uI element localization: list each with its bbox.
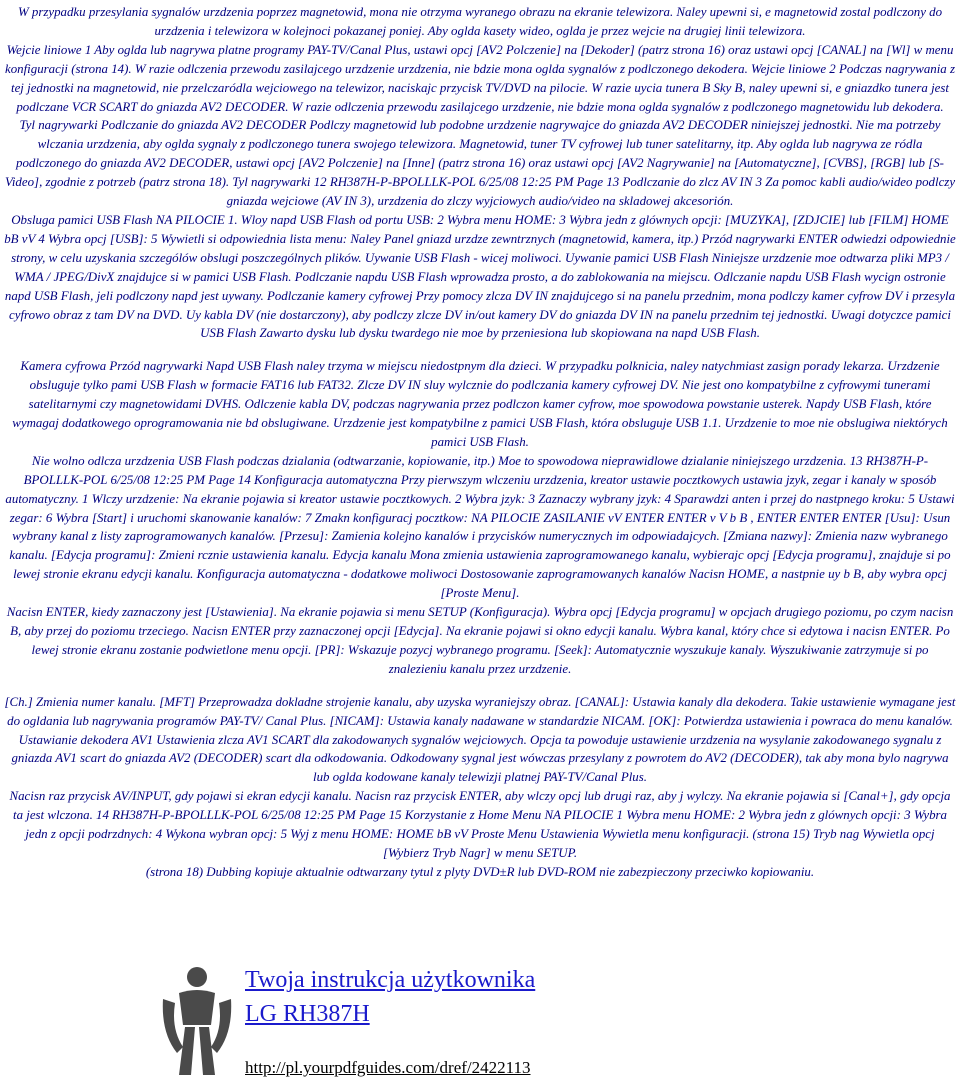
paragraph-8: [Ch.] Zmienia numer kanalu. [MFT] Przeprowadza dokladne strojenie kanalu, aby uzyska wyraniejszy obraz. [CANAL]: Ustawia kanaly dla dekodera. Takie ustawienie wymagane jest do ogldania lub nagrywania programów PAY-TV/ Canal Plus. [NICAM]: Ustawia kanaly nadawane w standardzie NICAM. [OK]: Potwierdza ustawienia i powraca do menu kanalów. Ustawianie dekodera AV1 Ustawienia zlcza AV1 SCART dla zakodowanych sygnalów wejciowych. Opcja ta powoduje ustawienie urzdzenia na wysylanie zakodowanego sygnalu z gniazda AV1 scart do gniazda AV2 (DECODER) scart dla odkodowania. Odkodowany sygnal jest wówczas przesylany z powrotem do AV2 (DECODER), tak aby mona bylo nagrywa lub oglda kodowane kanaly telewizji platnej PAY-TV/Canal Plus. [4, 694, 956, 785]
paragraph-4: Obsluga pamici USB Flash NA PILOCIE 1. Wloy napd USB Flash od portu USB: 2 Wybra menu HOME: 3 Wybra jedn z glównych opcji: [MUZYKA], [ZDJCIE] lub [FILM] HOME bB vV 4 Wybra opcj [USB]: 5 Wywietli si odpowiednia lista menu: Naley Panel gniazd urzdze zewntrznych (magnetowid, kamera, itp.) Przód nagrywarki ENTER odwiedzi odpowiednie strony, w celu uzyskania szczególów obslugi poszczególnych plików. Uywanie USB Flash - wicej moliwoci. Uywanie pamici USB Flash Niniejsze urzdzenie moe odtwarza pliki MP3 / WMA / JPEG/DivX znajdujce si w pamici USB Flash. Podlczanie napdu USB Flash wprowadza prosto, a do zablokowania na miejscu. Odlczanie napdu USB Flash wycign ostronie napd USB Flash, jeli podlczony napd jest uywany. Podlczanie kamery cyfrowej Przy pomocy zlcza DV IN znajdujcego si na panelu przednim, mona podlczy kamer cyfrow DV i przesyla cyfrowo obraz z tam DV na DVD. Uy kabla DV (nie dostarczony), aby podlczy zlcze DV in/out kamery DV do gniazda DV IN na panelu przednim tej jednostki. Uwagi dotyczce pamici USB Flash Zawarto dysku lub dysku twardego nie moe by przeniesiona lub skopiowana na napd USB Flash. [4, 212, 956, 341]
paragraph-3: Tyl nagrywarki Podlczanie do gniazda AV2 DECODER Podlczy magnetowid lub podobne urzdzenie nagrywajce do gniazda AV2 DECODER niniejszej jednostki. Nie ma potrzeby wlczania urzdzenia, aby oglda sygnaly z podlczonego tunera swojego telewizora. Magnetowid, tuner TV cyfrowej lub tuner satelitarny, itp. Aby oglda lub nagrywa ze ródla podlczonego do gniazda AV2 DECODER, ustawi opcj [AV2 Polczenie] na [Inne] (patrz strona 16) oraz ustawi opcj [AV2 Nagrywanie] na [Automatyczne], [CVBS], [RGB] lub [S-Video], zgodnie z potrzeb (patrz strona 18). Tyl nagrywarki 12 RH387H-P-BPOLLLK-POL 6/25/08 12:25 PM Page 13 Podlczanie do zlcz AV IN 3 Za pomoc kabli audio/wideo podlczy gniazda wejciowe (AV IN 3), urzdzenia do zlczy wyjciowych audio/video na skladowej akcesorión. [4, 118, 956, 209]
yourpdfguides-logo-icon [157, 963, 237, 1083]
paragraph-1: W przypadku przesylania sygnalów urzdzenia poprzez magnetowid, mona nie otrzyma wyranego obrazu na ekranie telewizora. Naley upewni si, e magnetowid zostal podlczony do urzdzenia i telewizora w kolejnoci pokazanej poniej. Aby oglda kasety wideo, oglda je przez wejcie na drugiej linii telewizora. [17, 5, 943, 38]
model-link[interactable]: LG RH387H [245, 1001, 370, 1027]
paragraph-7: Nacisn ENTER, kiedy zaznaczony jest [Ustawienia]. Na ekranie pojawia si menu SETUP (Konfiguracja). Wybra opcj [Edycja programu] w opcjach drugiego poziomu, po czym nacisn B, aby przej do poziomu trzeciego. Nacisn ENTER przy zaznaczonej opcji [Edycja]. Na ekranie pojawi si okno edycji kanalu. Wybra kanal, który chce si edytowa i nacisn ENTER. Po lewej stronie ekranu zostanie podwietlone menu opcji. [PR]: Wskazuje pozycj wybranego programu. [Seek]: Automatycznie wyszukuje kanaly. Wyszukiwanie zatrzymuje si po znalezieniu kanalu przez urzdzenie. [6, 605, 954, 676]
paragraph-9: Nacisn raz przycisk AV/INPUT, gdy pojawi si ekran edycji kanalu. Nacisn raz przycisk ENTER, aby wlczy opcj lub drugi raz, aby j wylczy. Na ekranie pojawia si [Canal+], gdy opcja ta jest wlczona. 14 RH387H-P-BPOLLLK-POL 6/25/08 12:25 PM Page 15 Korzystanie z Home Menu NA PILOCIE 1 Wybra menu HOME: 2 Wybra jedn z glównych opcji: 3 Wybra jedn z opcji podrzdnych: 4 Wykona wybran opcj: 5 Wyj z menu HOME: HOME bB vV Proste Menu Ustawienia Wywietla menu konfiguracji. (strona 15) Tryb nag Wywietla opcj [Wybierz Tryb Nagr] w menu SETUP. [9, 789, 951, 860]
paragraph-gap [4, 343, 956, 357]
manual-title-link[interactable]: Twoja instrukcja użytkownika [245, 967, 536, 993]
manual-text [4, 3, 956, 882]
paragraph-gap [4, 679, 956, 693]
paragraph-10: (strona 18) Dubbing kopiuje aktualnie odtwarzany tytul z plyty DVD±R lub DVD-ROM nie zabezpieczony przeciwko kopiowaniu. [145, 864, 815, 879]
source-url-link[interactable]: http://pl.yourpdfguides.com/dref/2422113 [245, 1058, 531, 1077]
paragraph-2: Wejcie liniowe 1 Aby oglda lub nagrywa platne programy PAY-TV/Canal Plus, ustawi opcj [AV2 Polczenie] na [Dekoder] (patrz strona 16) oraz ustawi opcj [CANAL] na [Wl] w menu konfiguracji (strona 14). W razie odlczenia przewodu zasilajcego urzdzenie urzdzenia, nie bdzie mona oglda sygnalów z podlczonego dekodera. Wejcie liniowe 2 Podczas nagrywania z tej jednostki na magnetowid, nie przelczaródla wejciowego na telewizor, naciskajc przycisk TV/DVD na pilocie. W razie uycia tunera B Sky B, naley upewni si, e gniazdko tunera jest podlczane VCR SCART do gniazda AV2 DECODER. W razie odlczenia przewodu zasilajcego urzdzenie, nie bdzie mona oglda sygnalów z podlczonego magnetowidu lub dekodera. [4, 42, 955, 114]
paragraph-5: Kamera cyfrowa Przód nagrywarki Napd USB Flash naley trzyma w miejscu niedostpnym dla dzieci. W przypadku polknicia, naley natychmiast zasign porady lekarza. Urzdzenie obsluguje tylko pami USB Flash w formacie FAT16 lub FAT32. Zlcze DV IN sluy wylcznie do podlczania kamery cyfrowej DV. Nie jest ono kompatybilne z cyfrowymi tunerami satelitarnymi czy magnetowidami DVHS. Odlczenie kabla DV, podczas nagrywania przez podlczon kamer cyfrow, moe spowodowa powstanie usterek. Napdy USB Flash, które wymagaj dodatkowego oprogramowania nie bd obslugiwane. Urzdzenie jest kompatybilne z pamici USB Flash, która obsluguje USB 1.1. Urzdzenie to moe nie obslugiwa niektórych pamici USB Flash. [12, 359, 948, 449]
paragraph-6: Nie wolno odlcza urzdzenia USB Flash podczas dzialania (odtwarzanie, kopiowanie, itp.) Moe to spowodowa nieprawidlowe dzialanie niniejszego urzdzenia. 13 RH387H-P-BPOLLLK-POL 6/25/08 12:25 PM Page 14 Konfiguracja automatyczna Przy pierwszym wlczeniu urzdzenia, kreator ustawie pocztkowych ustawia jzyk, zegar i kanaly w sposób automatyczny. 1 Wlczy urzdzenie: Na ekranie pojawia si kreator ustawie pocztkowych. 2 Wybra jzyk: 3 Zaznaczy wybrany jzyk: 4 Sparawdzi anten i przej do nastpnego kroku: 5 Ustawi zegar: 6 Wybra [Start] i uruchomi skanowanie kanalów: 7 Zmakn konfiguracj pocztkow: NA PILOCIE ZASILANIE vV ENTER ENTER v V b B , ENTER ENTER ENTER [Usu]: Usun wybrany kanal z listy zaprogramowanych kanalów. [Przesu]: Zamienia kolejno kanalów i przycisków numerycznych im odpowiadajcych. [Zmiana nazwy]: Zmienia nazw wybranego kanalu. [Edycja programu]: Zmieni rcznie ustawienia kanalu. Edycja kanalu Mona zmienia ustawienia zaprogramowanego kanalu, wybierajc opcj [Edycja programu], znajduje si po lewej stronie ekranu edycji kanalu. Konfiguracja automatyczna - dodatkowe moliwoci Dostosowanie zaprogramowanych kanalów Nacisn HOME, a nastpnie uy b B, aby wybra opcj [Proste Menu]. [5, 453, 955, 601]
